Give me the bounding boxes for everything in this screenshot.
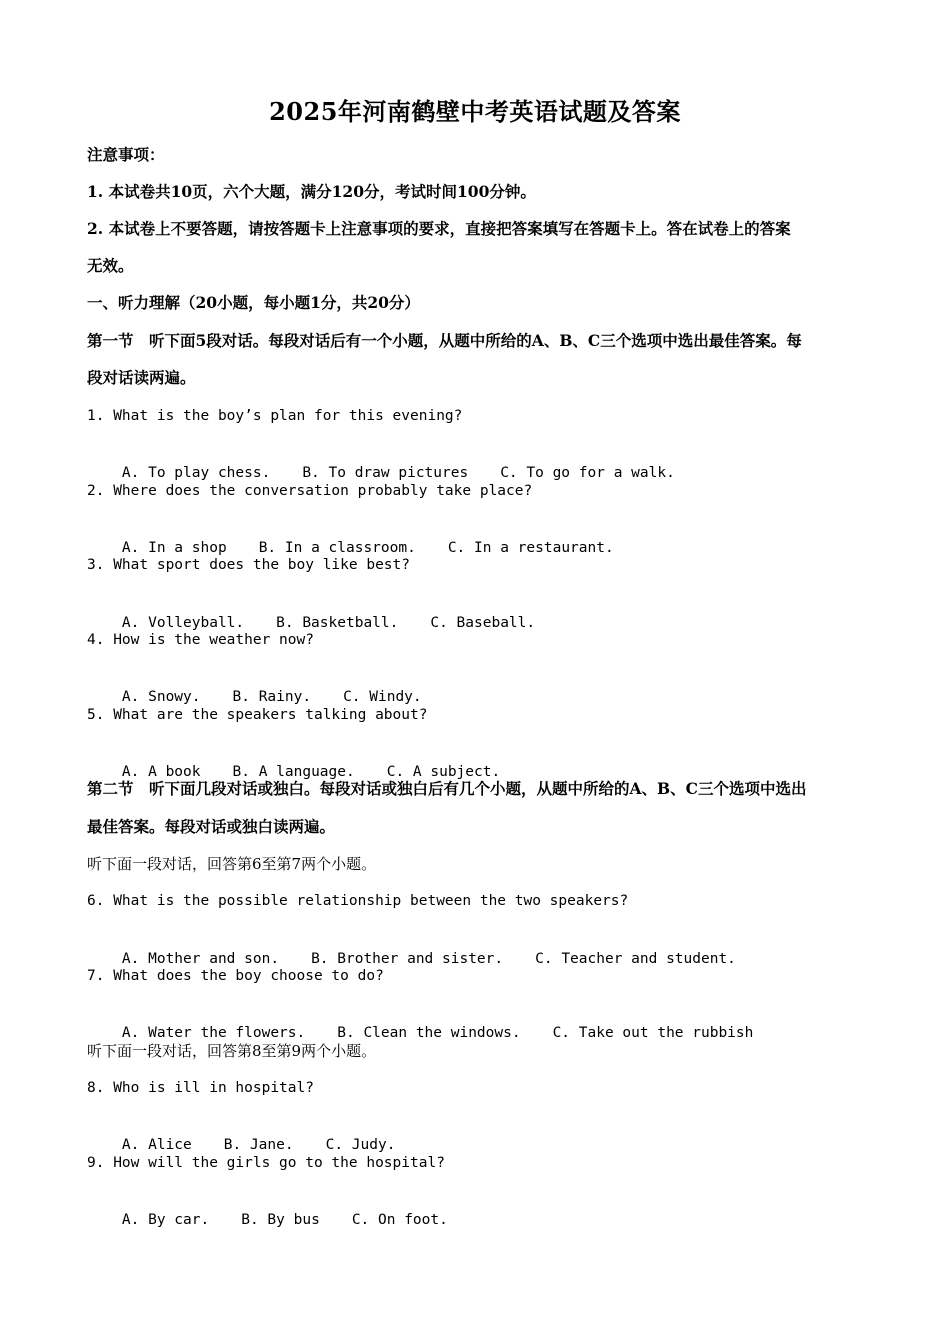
option-b: B. Rainy. <box>232 689 312 705</box>
section2-instructions: 第二节 听下面几段对话或独白。每段对话或独白后有几个小题，从题中所给的A、B、C三个选项中选出 <box>87 779 807 798</box>
part1-heading: 一、听力理解（20小题，每小题1分，共20分） <box>87 293 420 312</box>
option-b: B. Brother and sister. <box>311 951 504 967</box>
option-a: A. Volleyball. <box>121 615 245 631</box>
dialog-8-9-instruction: 听下面一段对话，回答第8至第9两个小题。 <box>87 1042 377 1060</box>
dialog-6-7-instruction: 听下面一段对话，回答第6至第7两个小题。 <box>87 855 377 873</box>
question-4: 4. How is the weather now? <box>87 632 314 648</box>
option-a: A. To play chess. <box>121 465 271 481</box>
question-6: 6. What is the possible relationship between the two speakers? <box>87 893 629 909</box>
question-9: 9. How will the girls go to the hospital? <box>87 1155 445 1171</box>
option-a: A. A book <box>121 764 201 780</box>
option-b: B. Basketball. <box>276 615 399 631</box>
question-1: 1. What is the boy’s plan for this evening? <box>87 408 463 424</box>
option-b: B. Jane. <box>223 1137 294 1153</box>
option-c: C. Baseball. <box>430 615 536 631</box>
notice-heading: 注意事项： <box>87 145 165 164</box>
question-8: 8. Who is ill in hospital? <box>87 1080 314 1096</box>
notice-item-2: 2. 本试卷上不要答题，请按答题卡上注意事项的要求，直接把答案填写在答题卡上。答在试卷上的答案 <box>87 219 791 238</box>
section1-instructions-cont: 段对话读两遍。 <box>87 368 196 387</box>
notice-item-2-cont: 无效。 <box>87 256 134 275</box>
option-c: C. A subject. <box>386 764 501 780</box>
question-9-options <box>87 1190 448 1250</box>
option-b: B. Clean the windows. <box>337 1025 521 1041</box>
option-c: C. In a restaurant. <box>447 540 614 556</box>
question-2: 2. Where does the conversation probably take place? <box>87 483 533 499</box>
notice-item-1: 1. 本试卷共10页，六个大题，满分120分，考试时间100分钟。 <box>87 182 536 201</box>
option-a: A. Water the flowers. <box>121 1025 306 1041</box>
option-b: B. In a classroom. <box>258 540 416 556</box>
option-a: A. Snowy. <box>121 689 201 705</box>
option-c: C. Teacher and student. <box>535 951 736 967</box>
section1-instructions: 第一节 听下面5段对话。每段对话后有一个小题，从题中所给的A、B、C三个选项中选出最佳答案。每 <box>87 331 802 350</box>
option-a: A. Mother and son. <box>121 951 280 967</box>
section2-instructions-cont: 最佳答案。每段对话或独白读两遍。 <box>87 817 336 836</box>
option-c: C. Windy. <box>343 689 422 705</box>
option-b: B. By bus <box>241 1212 320 1228</box>
question-7: 7. What does the boy choose to do? <box>87 968 384 984</box>
option-b: B. To draw pictures <box>302 465 469 481</box>
option-c: C. Take out the rubbish <box>552 1025 754 1041</box>
option-a: A. By car. <box>121 1212 210 1228</box>
option-c: C. On foot. <box>351 1212 448 1228</box>
option-a: A. Alice <box>121 1137 192 1153</box>
page-title: 2025年河南鹤壁中考英语试题及答案 <box>269 97 681 126</box>
option-b: B. A language. <box>232 764 355 780</box>
option-a: A. In a shop <box>121 540 227 556</box>
question-5: 5. What are the speakers talking about? <box>87 707 428 723</box>
option-c: C. Judy. <box>325 1137 396 1153</box>
question-3: 3. What sport does the boy like best? <box>87 557 411 573</box>
option-c: C. To go for a walk. <box>500 465 675 481</box>
